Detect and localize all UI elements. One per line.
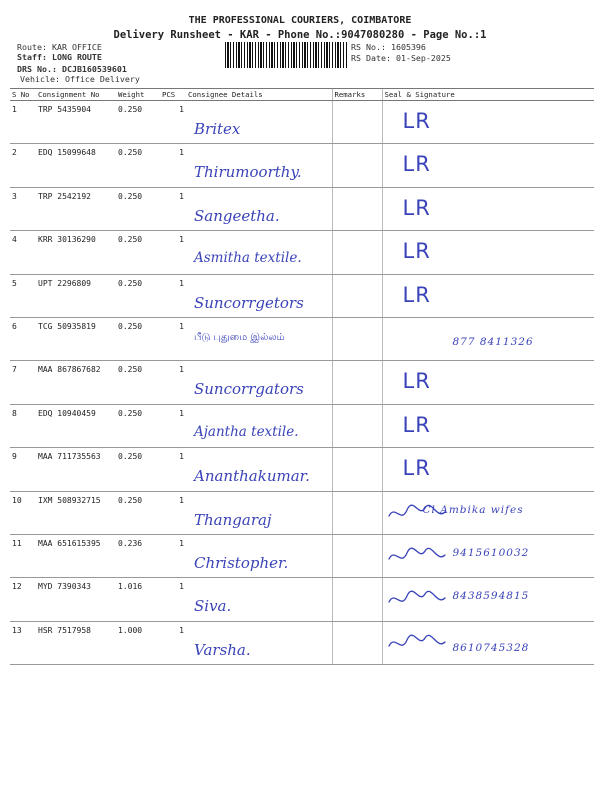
col-seal-signature: Seal & Signature — [382, 89, 594, 101]
row-pcs: 1 — [160, 534, 186, 577]
row-weight: 0.250 — [116, 404, 160, 447]
row-consignment-no: MYD 7390343 — [36, 578, 116, 621]
handwritten-signature: Cl Ambika wifes — [422, 503, 524, 516]
row-consignment-no: UPT 2296809 — [36, 274, 116, 317]
table-row — [10, 231, 594, 274]
table-row — [10, 361, 594, 404]
row-seal-signature — [382, 274, 594, 317]
handwritten-consignee: Asmitha textile. — [194, 250, 302, 267]
row-seal-signature — [382, 578, 594, 621]
row-consignment-no: EDQ 10940459 — [36, 404, 116, 447]
company-title: THE PROFESSIONAL COURIERS, COIMBATORE — [188, 15, 412, 26]
row-sno: 7 — [10, 361, 36, 404]
row-remarks — [332, 404, 382, 447]
handwritten-consignee: Thirumoorthy. — [194, 163, 302, 182]
row-consignee-details — [186, 187, 332, 230]
row-seal-signature — [382, 491, 594, 534]
col-weight: Weight — [116, 89, 160, 101]
col-remarks: Remarks — [332, 89, 382, 101]
table-row — [10, 578, 594, 621]
handwritten-consignee: Christopher. — [194, 553, 289, 572]
row-consignee-details — [186, 534, 332, 577]
row-seal-signature — [382, 361, 594, 404]
row-weight: 0.250 — [116, 101, 160, 144]
row-pcs: 1 — [160, 317, 186, 360]
table-row — [10, 317, 594, 360]
row-consignee-details — [186, 621, 332, 664]
row-seal-signature — [382, 101, 594, 144]
table-row — [10, 404, 594, 447]
row-seal-signature — [382, 534, 594, 577]
row-remarks — [332, 534, 382, 577]
row-seal-signature — [382, 404, 594, 447]
row-pcs: 1 — [160, 578, 186, 621]
row-consignee-details — [186, 317, 332, 360]
row-remarks — [332, 317, 382, 360]
row-remarks — [332, 621, 382, 664]
handwritten-consignee: பீடு புதுமை இல்லம் — [194, 331, 285, 343]
signature-scribble-icon — [385, 541, 455, 571]
route-label: Route: KAR OFFICE — [17, 42, 102, 52]
table-row — [10, 101, 594, 144]
row-consignment-no: KRR 30136290 — [36, 231, 116, 274]
row-weight: 1.016 — [116, 578, 160, 621]
handwritten-signature: LR — [402, 152, 431, 177]
row-remarks — [332, 448, 382, 491]
vehicle-label: Vehicle: Office Delivery — [20, 74, 140, 84]
row-weight: 0.250 — [116, 448, 160, 491]
handwritten-signature: 877 8411326 — [452, 335, 534, 348]
row-weight: 0.250 — [116, 144, 160, 187]
row-remarks — [332, 187, 382, 230]
row-weight: 0.250 — [116, 317, 160, 360]
row-seal-signature — [382, 448, 594, 491]
row-consignment-no: IXM 508932715 — [36, 491, 116, 534]
row-remarks — [332, 231, 382, 274]
row-consignment-no: TRP 2542192 — [36, 187, 116, 230]
row-pcs: 1 — [160, 101, 186, 144]
col-consignee: Consignee Details — [186, 89, 332, 101]
handwritten-signature: LR — [402, 456, 431, 481]
table-header-row — [10, 89, 594, 101]
row-consignee-details — [186, 231, 332, 274]
runsheet-subtitle: Delivery Runsheet - KAR - Phone No.:9047080280 - Page No.:1 — [113, 29, 487, 41]
row-sno: 8 — [10, 404, 36, 447]
row-consignee-details — [186, 274, 332, 317]
row-sno: 9 — [10, 448, 36, 491]
col-consignment: Consignment No — [36, 89, 116, 101]
row-consignee-details — [186, 491, 332, 534]
row-sno: 4 — [10, 231, 36, 274]
row-sno: 1 — [10, 101, 36, 144]
table-row — [10, 187, 594, 230]
row-consignee-details — [186, 101, 332, 144]
drs-number: DRS No.: DCJB160539601 — [17, 64, 127, 74]
row-sno: 3 — [10, 187, 36, 230]
row-weight: 0.250 — [116, 231, 160, 274]
row-consignee-details — [186, 144, 332, 187]
handwritten-consignee: Britex — [194, 120, 241, 138]
row-pcs: 1 — [160, 187, 186, 230]
row-pcs: 1 — [160, 621, 186, 664]
handwritten-signature: LR — [402, 369, 431, 394]
table-row — [10, 621, 594, 664]
row-pcs: 1 — [160, 448, 186, 491]
row-weight: 0.250 — [116, 491, 160, 534]
signature-scribble-icon — [385, 498, 455, 528]
row-pcs: 1 — [160, 144, 186, 187]
handwritten-signature: 9415610032 — [452, 546, 530, 559]
handwritten-consignee: Sangeetha. — [194, 206, 280, 225]
row-seal-signature — [382, 317, 594, 360]
barcode — [225, 42, 347, 68]
row-seal-signature — [382, 187, 594, 230]
row-sno: 10 — [10, 491, 36, 534]
handwritten-consignee: Thangaraj — [194, 510, 272, 529]
row-sno: 6 — [10, 317, 36, 360]
row-weight: 1.000 — [116, 621, 160, 664]
handwritten-signature: LR — [402, 412, 431, 437]
row-seal-signature — [382, 621, 594, 664]
handwritten-consignee: Suncorrgetors — [194, 293, 304, 312]
row-consignee-details — [186, 361, 332, 404]
table-row — [10, 448, 594, 491]
handwritten-signature: LR — [402, 195, 431, 220]
row-sno: 12 — [10, 578, 36, 621]
handwritten-consignee: Varsha. — [194, 640, 251, 659]
col-pcs: PCS — [160, 89, 186, 101]
row-consignee-details — [186, 404, 332, 447]
handwritten-signature: LR — [402, 109, 431, 133]
row-seal-signature — [382, 231, 594, 274]
row-sno: 13 — [10, 621, 36, 664]
row-consignment-no: MAA 867867682 — [36, 361, 116, 404]
row-consignee-details — [186, 448, 332, 491]
row-sno: 5 — [10, 274, 36, 317]
handwritten-consignee: Siva. — [194, 597, 232, 616]
row-consignment-no: MAA 651615395 — [36, 534, 116, 577]
handwritten-consignee: Suncorrgators — [194, 380, 304, 399]
col-sno: S No — [10, 89, 36, 101]
row-consignment-no: TRP 5435904 — [36, 101, 116, 144]
rs-number: RS No.: 1605396 — [351, 42, 426, 52]
row-remarks — [332, 578, 382, 621]
row-remarks — [332, 101, 382, 144]
handwritten-consignee: Ajantha textile. — [194, 423, 299, 440]
row-remarks — [332, 274, 382, 317]
staff-label: Staff: LONG ROUTE — [17, 52, 102, 62]
row-consignment-no: EDQ 15099648 — [36, 144, 116, 187]
row-sno: 11 — [10, 534, 36, 577]
signature-scribble-icon — [385, 628, 455, 658]
row-consignment-no: TCG 50935819 — [36, 317, 116, 360]
row-remarks — [332, 491, 382, 534]
row-pcs: 1 — [160, 361, 186, 404]
row-consignee-details — [186, 578, 332, 621]
row-sno: 2 — [10, 144, 36, 187]
runsheet-table — [10, 88, 594, 665]
row-pcs: 1 — [160, 274, 186, 317]
table-row — [10, 534, 594, 577]
table-row — [10, 144, 594, 187]
row-seal-signature — [382, 144, 594, 187]
table-row — [10, 274, 594, 317]
rs-date: RS Date: 01-Sep-2025 — [351, 53, 451, 63]
row-consignment-no: HSR 7517958 — [36, 621, 116, 664]
handwritten-signature: 8610745328 — [452, 641, 530, 654]
row-weight: 0.250 — [116, 187, 160, 230]
row-weight: 0.250 — [116, 361, 160, 404]
row-pcs: 1 — [160, 404, 186, 447]
row-pcs: 1 — [160, 491, 186, 534]
row-weight: 0.250 — [116, 274, 160, 317]
handwritten-signature: 8438594815 — [452, 590, 530, 603]
handwritten-consignee: Ananthakumar. — [194, 467, 310, 486]
row-pcs: 1 — [160, 231, 186, 274]
handwritten-signature: LR — [402, 239, 431, 264]
table-row — [10, 491, 594, 534]
handwritten-signature: LR — [402, 282, 431, 307]
row-consignment-no: MAA 711735563 — [36, 448, 116, 491]
signature-scribble-icon — [385, 584, 455, 614]
row-weight: 0.236 — [116, 534, 160, 577]
row-remarks — [332, 361, 382, 404]
row-remarks — [332, 144, 382, 187]
